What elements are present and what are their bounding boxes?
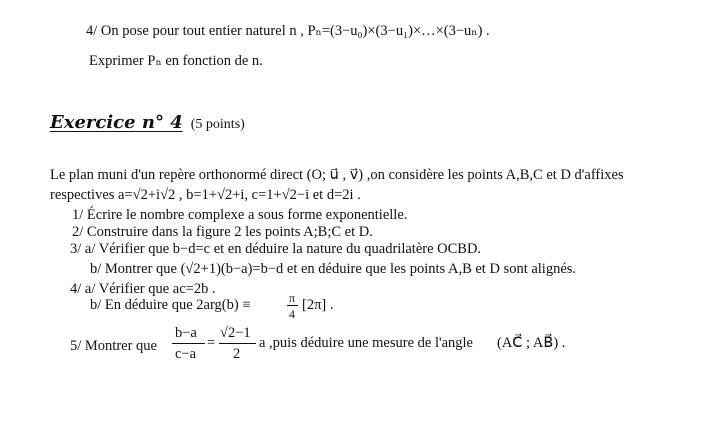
question-5-angle: (AC⃗ ; AB⃗) .: [497, 335, 566, 351]
question-4b-denominator: 4: [289, 307, 295, 321]
question-5-fraction2-denominator: 2: [233, 346, 241, 362]
exercise-points: (5 points): [190, 117, 245, 132]
question-5-fraction2-numerator: √2−1: [220, 325, 251, 341]
intro-line-1: Le plan muni d'un repère orthonormé direct (O; u⃗ , v⃗) ,on considère les points A,B,C et D d'affixes: [50, 167, 624, 183]
previous-question-4-express: Exprimer Pₙ en fonction de n.: [89, 53, 263, 69]
question-5-equals: =: [207, 335, 216, 351]
question-4b-numerator: π: [289, 291, 296, 305]
question-5-fraction2-bar: [219, 343, 256, 344]
question-5-fraction1-denominator: c−a: [175, 346, 197, 362]
question-4b-prefix: b/ En déduire que 2arg(b) ≡: [90, 297, 251, 313]
exercise-heading: [50, 112, 245, 133]
question-4b-suffix: [2π] .: [302, 297, 334, 313]
question-2: 2/ Construire dans la figure 2 les points A;B;C et D.: [72, 224, 373, 240]
question-5-fraction1-bar: [172, 343, 205, 344]
question-1: 1/ Écrire le nombre complexe a sous forme exponentielle.: [72, 207, 408, 223]
exercise-title: Exercice n° 4: [50, 112, 183, 133]
intro-line-2: respectives a=√2+i√2 , b=1+√2+i, c=1+√2−i et d=2i .: [50, 187, 361, 203]
question-4a: 4/ a/ Vérifier que ac=2b .: [70, 281, 216, 297]
question-3a: 3/ a/ Vérifier que b−d=c et en déduire la nature du quadrilatère OCBD.: [70, 241, 482, 257]
previous-question-4: 4/ On pose pour tout entier naturel n , Pₙ=(3−u₀)×(3−u₁)×…×(3−uₙ) .: [86, 23, 490, 39]
question-5-fraction1-numerator: b−a: [175, 325, 197, 341]
question-3b: b/ Montrer que (√2+1)(b−a)=b−d et en déduire que les points A,B et D sont alignés.: [90, 261, 577, 277]
question-5-suffix: a ,puis déduire une mesure de l'angle: [259, 335, 473, 351]
question-5-prefix: 5/ Montrer que: [70, 338, 157, 354]
